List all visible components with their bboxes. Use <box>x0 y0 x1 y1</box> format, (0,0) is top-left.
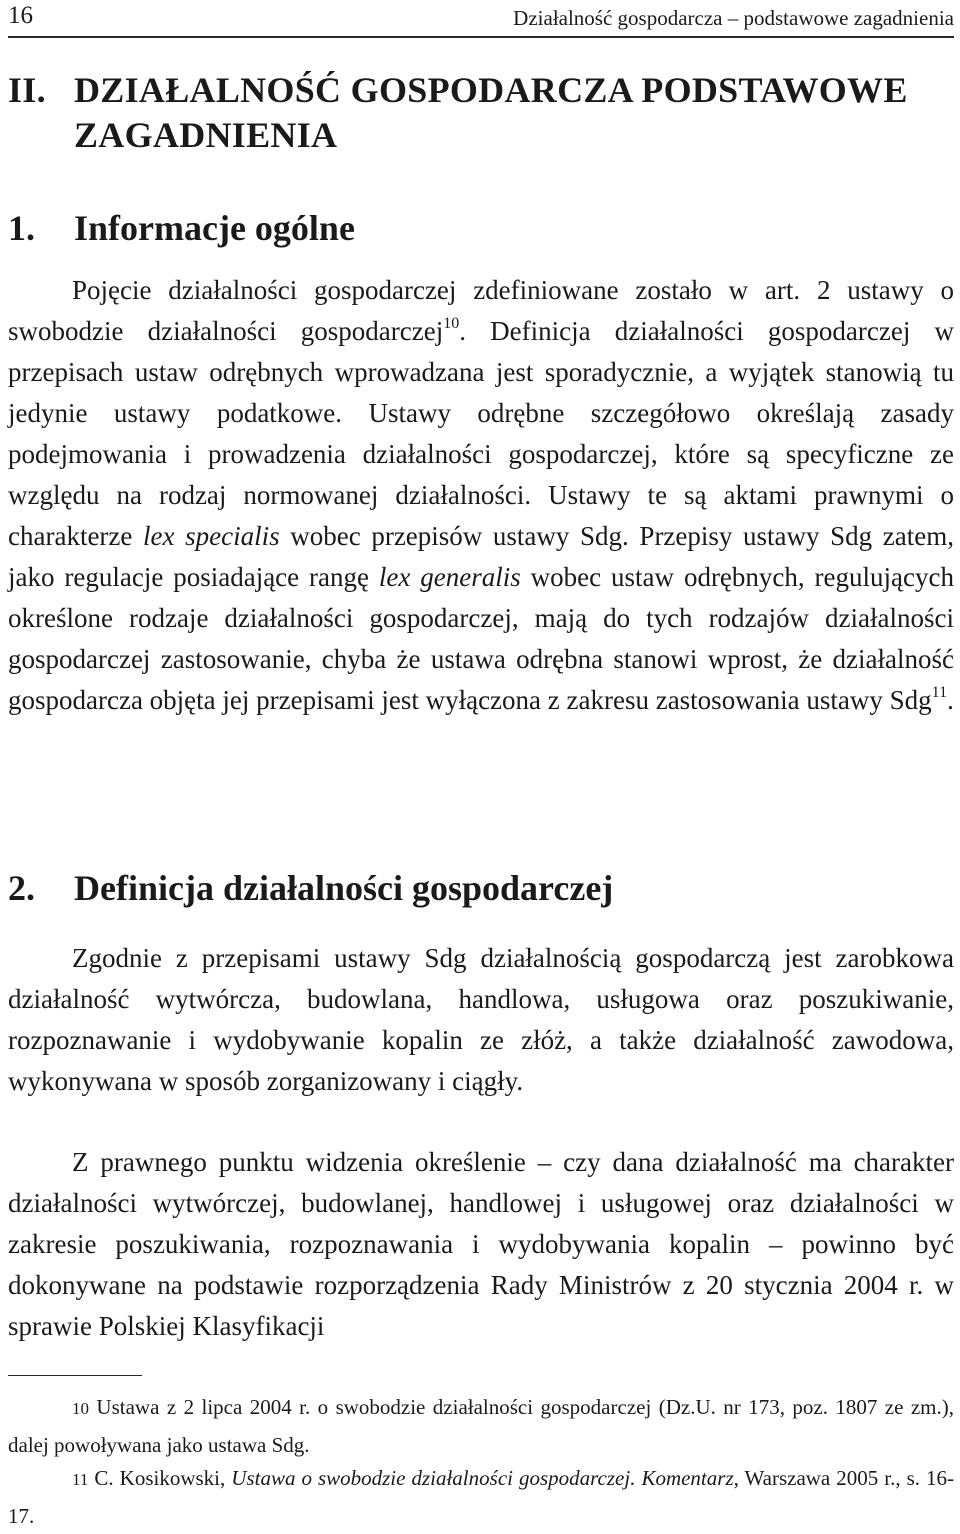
footnote-book-title: Ustawa o swobodzie działalności gospodarczej. Komentarz <box>231 1466 734 1490</box>
section-title: Definicja działalności gospodarczej <box>74 868 614 908</box>
footnote-number: 11 <box>72 1470 89 1489</box>
page-header <box>8 0 954 38</box>
footnote <box>8 1389 954 1463</box>
footnote-author: C. Kosikowski, <box>94 1466 232 1490</box>
section-heading <box>8 866 954 910</box>
footnote-divider <box>8 1375 142 1376</box>
footnote-text: , Warszawa 2005 r., s. 16-17. <box>8 1466 955 1528</box>
italic-term: lex generalis <box>378 562 521 592</box>
paragraph: Z prawnego punktu widzenia określenie – czy dana działalność ma charakter działalności wytwórczej, budowlanej, handlowej i usługowej oraz działalności w zakresie poszukiwania, rozpoznawania i wydobywania kopalin – powinno być dokonywane na podstawie rozporządzenia Rady Ministrów z 20 stycznia 2004 r. w sprawie Polskiej Klasyfikacji <box>8 1147 954 1341</box>
paragraph <box>8 270 954 721</box>
section-number: 2. <box>8 868 35 908</box>
chapter-number: II. <box>8 70 46 110</box>
running-head: Działalność gospodarcza – podstawowe zagadnienia <box>513 6 954 30</box>
paragraph-text: wobec przepisów ustawy Sdg. Przepisy ustawy Sdg zatem, jako regulacje posiadające rangę <box>8 521 954 592</box>
footnote-text: Ustawa z 2 lipca 2004 r. o swobodzie działalności gospodarczej (Dz.U. nr 173, poz. 1807 ze zm.), dalej powoływana jako ustawa Sdg. <box>8 1395 954 1457</box>
paragraph: Zgodnie z przepisami ustawy Sdg działalnością gospodarczą jest zarobkowa działalność wytwórcza, budowlana, handlowa, usługowa oraz poszukiwanie, rozpoznawanie i wydobywanie kopalin ze złóż, a także działalność zawodowa, wykonywana w sposób zorganizowany i ciągły. <box>8 943 954 1096</box>
chapter-title: DZIAŁALNOŚĆ GOSPODARCZA PODSTAWOWE ZAGADNIENIA <box>74 70 908 155</box>
italic-term: lex specialis <box>143 521 280 551</box>
paragraph-text: . Definicja działalności gospodarczej w przepisach ustaw odrębnych wprowadzana jest sporadycznie, a wyjątek stanowią tu jedynie ustawy podatkowe. Ustawy odrębne szczegółowo określają zasady podejmowania i prowadzenia działalności gospodarczej, które są specyficzne ze względu na rodzaj normowanej działalności. Ustawy te są aktami prawnymi o charakterze <box>8 316 954 551</box>
paragraph-text: Pojęcie działalności gospodarczej zdefiniowane zostało w art. 2 ustawy o swobodzie działalności gospodarczej <box>8 275 954 346</box>
section-title: Informacje ogólne <box>74 208 355 248</box>
section-heading <box>8 206 954 250</box>
footnote <box>8 1460 954 1534</box>
paragraph-text: wobec ustaw odrębnych, regulujących określone rodzaje działalności gospodarczej, mają do tych rodzajów działalności gospodarczej zastosowanie, chyba że ustawa odrębna stanowi wprost, że działalność gospodarcza objęta jej przepisami jest wyłączona z zakresu zastosowania ustawy Sdg <box>8 562 954 715</box>
footnote-reference: 11 <box>931 684 948 701</box>
chapter-heading <box>8 68 954 158</box>
paragraph-text: . <box>947 685 954 715</box>
section-number: 1. <box>8 208 35 248</box>
page-number: 16 <box>8 2 33 29</box>
footnote-number: 10 <box>72 1399 89 1418</box>
footnote-reference: 10 <box>443 315 460 332</box>
